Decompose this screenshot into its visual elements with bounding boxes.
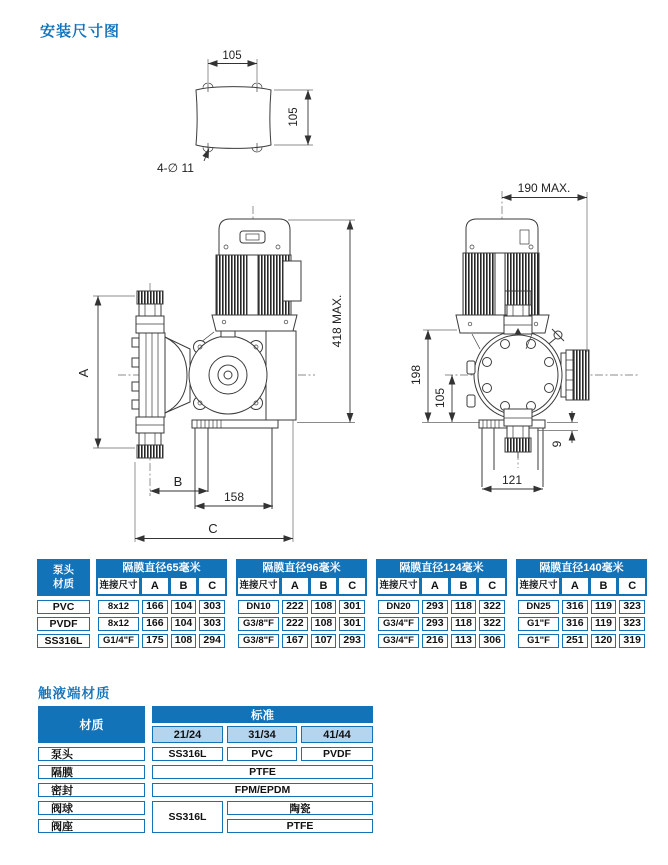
table-cell: 陶瓷 [227,801,373,815]
table-cell: 222 [282,600,308,614]
table-cell: SS316L [152,747,223,761]
table-cell: G3/8"F [238,617,279,631]
table-cell: 316 [562,617,588,631]
dim-label-a: A [76,368,91,378]
table-cell: G1"F [518,617,559,631]
col-header-41-44: 41/44 [301,726,373,743]
table-cell: 108 [311,600,337,614]
table-cell: 306 [479,634,505,648]
table-cell: 166 [142,617,168,631]
table-cell: 8x12 [98,600,139,614]
table-cell: 294 [199,634,225,648]
dimension-table-material-column [37,559,90,651]
col-header-connection: 连接尺寸 [238,578,279,594]
dim-label-plate-width: 105 [222,50,242,62]
table-cell: SS316L [152,801,223,833]
dim-label-holes: 4-∅ 11 [157,161,194,175]
table-cell: 316 [562,600,588,614]
table-cell: 216 [422,634,448,648]
table-cell: 322 [479,600,505,614]
group-title: 隔膜直径65毫米 [122,562,201,574]
table-cell: PVDF [301,747,373,761]
dimension-group-65mm [96,559,227,651]
dimension-group-124mm [376,559,507,651]
dim-label-190max: 190 MAX. [517,181,571,195]
table-row [96,600,227,614]
table-row [376,600,507,614]
table-cell: DN20 [378,600,419,614]
table-row [516,600,647,614]
col-header-a: A [422,578,448,594]
table-cell: 107 [311,634,337,648]
material-corner-header: 材质 [38,706,145,743]
table-cell: 323 [619,617,645,631]
col-header-b: B [311,578,337,594]
table-row [376,634,507,648]
col-header-connection: 连接尺寸 [98,578,139,594]
col-header-b: B [591,578,617,594]
table-cell: 119 [591,600,617,614]
table-cell: 222 [282,617,308,631]
row-label-valve-seat: 阀座 [38,819,145,833]
dim-label-9: 9 [550,440,564,448]
col-header-c: C [199,578,225,594]
table-cell: DN25 [518,600,559,614]
table-row [516,634,647,648]
dim-label-105-front: 105 [433,387,447,409]
table-cell: 166 [142,600,168,614]
col-header-connection: 连接尺寸 [378,578,419,594]
table-cell: 104 [171,617,197,631]
row-label-diaphragm: 隔膜 [38,765,145,779]
dim-label-418max: 418 MAX. [330,294,344,348]
col-header-a: A [282,578,308,594]
table-cell: 108 [311,617,337,631]
table-cell: 167 [282,634,308,648]
table-cell: 319 [619,634,645,648]
row-label-seal: 密封 [38,783,145,797]
table-cell: 303 [199,600,225,614]
table-cell: 118 [451,600,477,614]
table-row [376,617,507,631]
dim-label-158: 158 [223,490,245,504]
row-label-pump-head: 泵头 [38,747,145,761]
dim-label-plate-depth: 105 [288,107,300,127]
table-row [236,600,367,614]
col-header-connection: 连接尺寸 [518,578,559,594]
table-row [516,617,647,631]
table-cell: G3/4"F [378,617,419,631]
col-header-c: C [339,578,365,594]
table-row [236,634,367,648]
table-cell: G1"F [518,634,559,648]
table-cell: 323 [619,600,645,614]
row-label-pvc: PVC [37,600,90,614]
table-cell: 175 [142,634,168,648]
table-row [236,617,367,631]
dim-label-198: 198 [409,364,423,386]
table-cell: 293 [422,617,448,631]
row-label-pvdf: PVDF [37,617,90,631]
col-header-b: B [451,578,477,594]
table-cell: PVC [227,747,297,761]
table-cell: 251 [562,634,588,648]
dimension-group-96mm [236,559,367,651]
table-cell: PTFE [152,765,373,779]
table-cell: G1/4"F [98,634,139,648]
table-cell: 303 [199,617,225,631]
table-cell: 113 [451,634,477,648]
dimension-group-140mm [516,559,647,651]
dim-label-b: B [173,474,183,489]
dim-label-121: 121 [501,473,523,487]
col-header-b: B [171,578,197,594]
pump-side-view [76,206,355,542]
col-header-a: A [562,578,588,594]
table-cell: 8x12 [98,617,139,631]
pump-front-view [409,181,640,489]
table-cell: PTFE [227,819,373,833]
dim-label-c: C [208,521,218,536]
corner-header: 泵头 材质 [37,559,90,596]
table-cell: 108 [171,634,197,648]
group-title: 隔膜直径124毫米 [399,562,484,574]
table-cell: 119 [591,617,617,631]
base-plate-top-view [157,50,313,175]
table-cell: 118 [451,617,477,631]
table-cell: 301 [339,617,365,631]
table-cell: 293 [422,600,448,614]
table-cell: 301 [339,600,365,614]
col-header-c: C [479,578,505,594]
table-cell: DN10 [238,600,279,614]
col-header-21-24: 21/24 [152,726,223,743]
col-header-c: C [619,578,645,594]
table-cell: 293 [339,634,365,648]
table-cell: G3/8"F [238,634,279,648]
standard-header: 标准 [152,706,373,723]
table-cell: 322 [479,617,505,631]
table-row [96,634,227,648]
group-title: 隔膜直径140毫米 [539,562,624,574]
group-title: 隔膜直径96毫米 [262,562,341,574]
material-table [38,706,373,833]
dimension-table [37,559,647,651]
table-cell: 104 [171,600,197,614]
col-header-a: A [142,578,168,594]
page-title-installation: 安装尺寸图 [40,23,121,40]
page-title-wetted-materials: 触液端材质 [38,686,111,701]
table-cell: 120 [591,634,617,648]
row-label-valve-ball: 阀球 [38,801,145,815]
row-label-ss316l: SS316L [37,634,90,648]
col-header-31-34: 31/34 [227,726,297,743]
table-cell: FPM/EPDM [152,783,373,797]
table-row [96,617,227,631]
table-cell: G3/4"F [378,634,419,648]
